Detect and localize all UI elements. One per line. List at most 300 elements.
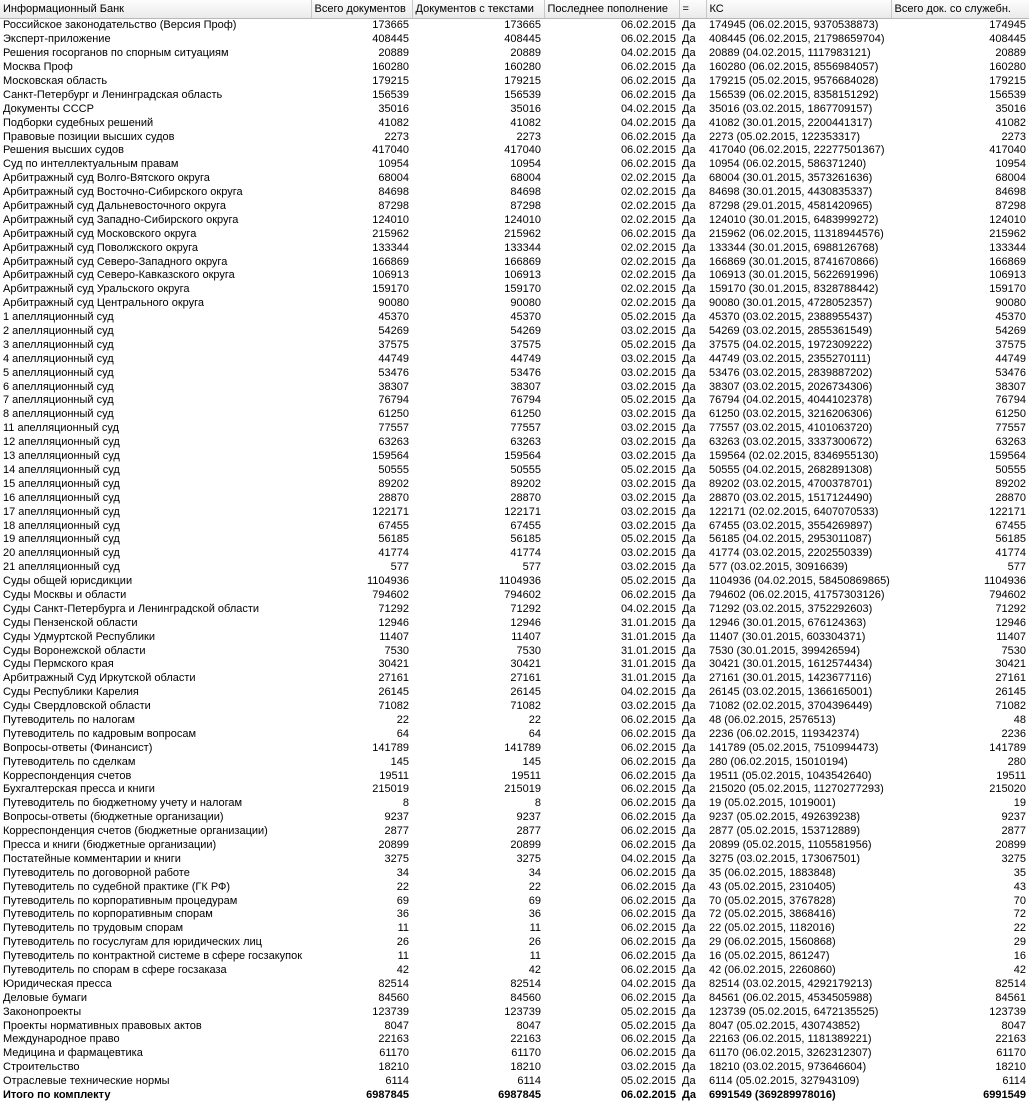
cell-total-with-service: 215962 (989, 227, 1026, 240)
cell-equal: Да (682, 977, 696, 990)
table-row[interactable] (0, 658, 1029, 672)
table-row[interactable] (0, 839, 1029, 853)
table-row[interactable] (0, 922, 1029, 936)
cell-docs-with-texts: 8047 (516, 1019, 541, 1032)
cell-equal: Да (682, 408, 696, 421)
table-row[interactable] (0, 255, 1029, 269)
table-row[interactable] (0, 283, 1029, 297)
cell-total-with-service: 124010 (989, 213, 1026, 226)
table-row[interactable] (0, 880, 1029, 894)
table-row[interactable] (0, 450, 1029, 464)
col-header-total-docs[interactable]: Всего документов (311, 0, 412, 19)
cell-bank-name: Путеводитель по бюджетному учету и налогам (3, 797, 243, 810)
table-row[interactable] (0, 825, 1029, 839)
cell-total-with-service: 12946 (995, 616, 1026, 629)
cell-bank-name: Отраслевые технические нормы (3, 1075, 170, 1088)
cell-docs-with-texts: 10954 (510, 158, 541, 171)
cell-ks: 41774 (03.02.2015, 2202550339) (709, 547, 873, 560)
cell-last-update: 06.02.2015 (620, 1089, 676, 1102)
cell-total-with-service: 26145 (995, 686, 1026, 699)
cell-total-with-service: 44749 (995, 352, 1026, 365)
table-row[interactable] (0, 172, 1029, 186)
cell-total-docs: 159564 (372, 450, 409, 463)
cell-equal: Да (682, 783, 696, 796)
table-row[interactable] (0, 352, 1029, 366)
table-row[interactable] (0, 672, 1029, 686)
cell-bank-name: Российское законодательство (Версия Проф) (3, 19, 237, 32)
cell-equal: Да (682, 713, 696, 726)
cell-docs-with-texts: 71082 (510, 700, 541, 713)
table-row[interactable] (0, 158, 1029, 172)
cell-equal: Да (682, 922, 696, 935)
table-row[interactable] (0, 908, 1029, 922)
cell-bank-name: Корреспонденция счетов (3, 769, 132, 782)
cell-last-update: 06.02.2015 (620, 936, 676, 949)
cell-total-docs: 22 (396, 713, 409, 726)
cell-equal: Да (682, 672, 696, 685)
cell-docs-with-texts: 84698 (510, 186, 541, 199)
cell-bank-name: Суды Республики Карелия (3, 686, 139, 699)
table-row[interactable] (0, 33, 1029, 47)
table-row[interactable] (0, 866, 1029, 880)
cell-docs-with-texts: 45370 (510, 311, 541, 324)
cell-last-update: 06.02.2015 (620, 797, 676, 810)
table-row[interactable] (0, 964, 1029, 978)
cell-bank-name: Суды Москвы и области (3, 588, 127, 601)
cell-docs-with-texts: 20899 (510, 838, 541, 851)
cell-total-with-service: 54269 (995, 325, 1026, 338)
cell-equal: Да (682, 172, 696, 185)
cell-equal: Да (682, 227, 696, 240)
cell-last-update: 06.02.2015 (620, 755, 676, 768)
table-row[interactable] (0, 200, 1029, 214)
table-row[interactable] (0, 1033, 1029, 1047)
table-row[interactable] (0, 394, 1029, 408)
cell-equal: Да (682, 547, 696, 560)
table-row[interactable] (0, 894, 1029, 908)
cell-total-docs: 11 (397, 922, 409, 935)
cell-equal: Да (682, 158, 696, 171)
table-row[interactable] (0, 1019, 1029, 1033)
table-row[interactable] (0, 436, 1029, 450)
cell-bank-name: Проекты нормативных правовых актов (3, 1019, 202, 1032)
cell-equal: Да (682, 700, 696, 713)
cell-ks: 45370 (03.02.2015, 2388955437) (709, 311, 873, 324)
cell-last-update: 03.02.2015 (620, 450, 676, 463)
cell-docs-with-texts: 30421 (510, 658, 541, 671)
col-header-last-update[interactable]: Последнее пополнение (544, 0, 679, 19)
cell-ks: 76794 (04.02.2015, 4044102378) (709, 394, 873, 407)
cell-equal: Да (682, 144, 696, 157)
cell-docs-with-texts: 6987845 (498, 1089, 541, 1102)
cell-bank-name: Арбитражный Суд Иркутской области (3, 672, 196, 685)
cell-bank-name: Постатейные комментарии и книги (3, 852, 181, 865)
cell-bank-name: Путеводитель по судебной практике (ГК РФ) (3, 880, 231, 893)
cell-ks: 61250 (03.02.2015, 3216206306) (709, 408, 873, 421)
cell-last-update: 02.02.2015 (620, 186, 676, 199)
cell-equal: Да (682, 755, 696, 768)
cell-equal: Да (682, 1005, 696, 1018)
table-row[interactable] (0, 102, 1029, 116)
cell-docs-with-texts: 2877 (516, 825, 541, 838)
table-row[interactable] (0, 325, 1029, 339)
table-row[interactable] (0, 61, 1029, 75)
table-row[interactable] (0, 213, 1029, 227)
cell-total-with-service: 22163 (995, 1033, 1026, 1046)
cell-equal: Да (682, 838, 696, 851)
cell-docs-with-texts: 34 (528, 866, 541, 879)
cell-total-docs: 179215 (372, 75, 409, 87)
cell-last-update: 04.02.2015 (620, 686, 676, 699)
table-row[interactable] (0, 755, 1029, 769)
table-row[interactable] (0, 519, 1029, 533)
cell-bank-name: Арбитражный суд Северо-Кавказского округа (3, 269, 235, 282)
cell-ks: 19 (05.02.2015, 1019001) (709, 797, 836, 810)
table-row[interactable] (0, 700, 1029, 714)
cell-bank-name: 14 апелляционный суд (3, 463, 120, 476)
table-row[interactable] (0, 575, 1029, 589)
cell-total-with-service: 179215 (989, 75, 1026, 87)
table-row[interactable] (0, 616, 1029, 630)
cell-equal: Да (682, 311, 696, 324)
cell-docs-with-texts: 22 (528, 880, 541, 893)
cell-total-with-service: 90080 (995, 297, 1026, 310)
cell-ks: 30421 (30.01.2015, 1612574434) (709, 658, 873, 671)
table-row[interactable] (0, 602, 1029, 616)
cell-last-update: 02.02.2015 (620, 283, 676, 296)
cell-last-update: 06.02.2015 (620, 713, 676, 726)
cell-total-with-service: 22 (1013, 922, 1026, 935)
cell-total-with-service: 1104936 (983, 575, 1026, 588)
cell-bank-name: Арбитражный суд Поволжского округа (3, 241, 199, 254)
cell-docs-with-texts: 61170 (511, 1047, 541, 1060)
table-row[interactable] (0, 408, 1029, 422)
cell-total-docs: 2273 (384, 130, 409, 143)
cell-last-update: 03.02.2015 (620, 477, 676, 490)
total-row[interactable] (0, 1089, 1029, 1103)
cell-total-docs: 84698 (378, 186, 409, 199)
cell-docs-with-texts: 20889 (510, 47, 541, 60)
table-row[interactable] (0, 741, 1029, 755)
table-row[interactable] (0, 950, 1029, 964)
cell-equal: Да (682, 894, 696, 907)
table-row[interactable] (0, 297, 1029, 311)
cell-docs-with-texts: 35016 (510, 102, 541, 115)
cell-equal: Да (682, 1047, 696, 1060)
table-row[interactable] (0, 797, 1029, 811)
cell-total-with-service: 280 (1007, 755, 1026, 768)
cell-equal: Да (682, 88, 696, 101)
cell-ks: 408445 (06.02.2015, 21798659704) (709, 33, 885, 46)
cell-equal: Да (682, 908, 696, 921)
cell-docs-with-texts: 11 (529, 950, 541, 963)
cell-total-docs: 20899 (378, 838, 409, 851)
cell-total-with-service: 2236 (1001, 727, 1026, 740)
table-row[interactable] (0, 19, 1029, 33)
col-header-ks[interactable]: КС (706, 0, 891, 19)
cell-bank-name: Путеводитель по трудовым спорам (3, 922, 184, 935)
cell-ks: 179215 (05.02.2015, 9576684028) (709, 75, 879, 87)
cell-total-docs: 160280 (372, 61, 409, 74)
cell-last-update: 06.02.2015 (620, 727, 676, 740)
cell-equal: Да (682, 1089, 696, 1102)
cell-docs-with-texts: 215019 (504, 783, 541, 796)
table-row[interactable] (0, 380, 1029, 394)
table-row[interactable] (0, 727, 1029, 741)
cell-equal: Да (682, 463, 696, 476)
cell-equal: Да (682, 213, 696, 226)
table-row[interactable] (0, 589, 1029, 603)
table-row[interactable] (0, 977, 1029, 991)
cell-bank-name: Корреспонденция счетов (бюджетные организации) (3, 825, 268, 838)
cell-total-with-service: 10954 (995, 158, 1026, 171)
cell-last-update: 06.02.2015 (620, 1033, 676, 1046)
table-row[interactable] (0, 561, 1029, 575)
cell-total-with-service: 70 (1013, 894, 1026, 907)
cell-docs-with-texts: 82514 (510, 977, 541, 990)
table-row[interactable] (0, 1061, 1029, 1075)
cell-ks: 16 (05.02.2015, 861247) (709, 950, 830, 963)
col-header-bank[interactable]: Информационный Банк (0, 0, 311, 19)
table-row[interactable] (0, 311, 1029, 325)
cell-total-docs: 77557 (378, 422, 409, 435)
table-row[interactable] (0, 1047, 1029, 1061)
table-row[interactable] (0, 88, 1029, 102)
cell-total-with-service: 174945 (989, 19, 1026, 32)
cell-total-docs: 11 (397, 950, 409, 963)
cell-docs-with-texts: 37575 (510, 338, 541, 351)
cell-bank-name: 19 апелляционный суд (3, 533, 120, 546)
cell-bank-name: Медицина и фармацевтика (3, 1047, 143, 1060)
cell-total-docs: 63263 (378, 436, 409, 449)
cell-last-update: 06.02.2015 (620, 964, 676, 976)
cell-total-with-service: 122171 (989, 505, 1026, 518)
cell-bank-name: 13 апелляционный суд (3, 450, 120, 463)
cell-docs-with-texts: 90080 (510, 297, 541, 310)
header-row (0, 0, 1029, 19)
cell-equal: Да (682, 47, 696, 60)
cell-total-with-service: 141789 (989, 741, 1026, 754)
cell-equal: Да (682, 102, 696, 115)
cell-total-docs: 123739 (372, 1005, 409, 1018)
cell-equal: Да (682, 811, 696, 824)
cell-bank-name: 7 апелляционный суд (3, 394, 114, 407)
table-row[interactable] (0, 130, 1029, 144)
cell-ks: 122171 (02.02.2015, 6407070533) (709, 505, 879, 518)
cell-total-with-service: 27161 (995, 672, 1026, 685)
cell-bank-name: 3 апелляционный суд (3, 338, 114, 351)
table-row[interactable] (0, 644, 1029, 658)
cell-last-update: 06.02.2015 (620, 130, 676, 143)
cell-ks: 2236 (06.02.2015, 119342374) (709, 727, 860, 740)
cell-last-update: 05.02.2015 (620, 1005, 676, 1018)
cell-bank-name: 4 апелляционный суд (3, 352, 114, 365)
cell-last-update: 06.02.2015 (620, 227, 676, 240)
cell-ks: 26145 (03.02.2015, 1366165001) (709, 686, 873, 699)
cell-ks: 6991549 (369289978016) (709, 1089, 836, 1102)
cell-bank-name: Арбитражный суд Восточно-Сибирского округа (3, 186, 243, 199)
cell-total-with-service: 20899 (995, 838, 1026, 851)
cell-total-docs: 20889 (378, 47, 409, 60)
table-row[interactable] (0, 714, 1029, 728)
cell-total-with-service: 19 (1013, 797, 1026, 810)
cell-bank-name: Итого по комплекту (3, 1089, 111, 1102)
cell-last-update: 31.01.2015 (620, 630, 676, 643)
cell-docs-with-texts: 3275 (516, 852, 541, 865)
table-row[interactable] (0, 477, 1029, 491)
table-row[interactable] (0, 464, 1029, 478)
cell-docs-with-texts: 53476 (510, 366, 541, 379)
cell-ks: 54269 (03.02.2015, 2855361549) (709, 325, 873, 338)
col-header-docs-with-texts[interactable]: Документов с текстами (412, 0, 544, 19)
table-row[interactable] (0, 269, 1029, 283)
cell-equal: Да (682, 1019, 696, 1032)
cell-bank-name: Арбитражный суд Северо-Западного округа (3, 255, 228, 268)
cell-bank-name: Путеводитель по договорной работе (3, 866, 190, 879)
cell-total-docs: 159170 (372, 283, 409, 296)
cell-bank-name: 15 апелляционный суд (3, 477, 120, 490)
cell-total-docs: 54269 (378, 325, 409, 338)
cell-total-with-service: 18210 (995, 1061, 1026, 1074)
cell-ks: 68004 (30.01.2015, 3573261636) (709, 172, 873, 185)
table-row[interactable] (0, 47, 1029, 61)
cell-equal: Да (682, 588, 696, 601)
table-row[interactable] (0, 116, 1029, 130)
cell-docs-with-texts: 166869 (504, 255, 541, 268)
cell-last-update: 03.02.2015 (620, 436, 676, 449)
cell-last-update: 06.02.2015 (620, 922, 676, 935)
cell-bank-name: Путеводитель по спорам в сфере госзаказа (3, 964, 227, 976)
cell-docs-with-texts: 124010 (504, 213, 541, 226)
cell-total-docs: 145 (390, 755, 409, 768)
cell-equal: Да (682, 852, 696, 865)
cell-last-update: 04.02.2015 (620, 977, 676, 990)
cell-last-update: 31.01.2015 (620, 616, 676, 629)
table-row[interactable] (0, 936, 1029, 950)
table-row[interactable] (0, 491, 1029, 505)
cell-bank-name: Арбитражный суд Уральского округа (3, 283, 190, 296)
cell-ks: 133344 (30.01.2015, 6988126768) (709, 241, 879, 254)
cell-last-update: 04.02.2015 (620, 102, 676, 115)
cell-bank-name: 20 апелляционный суд (3, 547, 120, 560)
cell-docs-with-texts: 156539 (504, 88, 541, 101)
cell-docs-with-texts: 26145 (510, 686, 541, 699)
cell-equal: Да (682, 255, 696, 268)
cell-equal: Да (682, 477, 696, 490)
cell-ks: 48 (06.02.2015, 2576513) (709, 713, 836, 726)
cell-bank-name: Пресса и книги (бюджетные организации) (3, 838, 217, 851)
table-row[interactable] (0, 338, 1029, 352)
cell-last-update: 06.02.2015 (620, 880, 676, 893)
cell-docs-with-texts: 28870 (510, 491, 541, 504)
cell-last-update: 05.02.2015 (620, 394, 676, 407)
table-row[interactable] (0, 630, 1029, 644)
cell-total-docs: 71292 (378, 602, 409, 615)
cell-last-update: 03.02.2015 (620, 380, 676, 393)
table-row[interactable] (0, 227, 1029, 241)
table-row[interactable] (0, 686, 1029, 700)
cell-total-docs: 141789 (372, 741, 409, 754)
cell-bank-name: Решения госорганов по спорным ситуациям (3, 47, 229, 60)
cell-ks: 12946 (30.01.2015, 676124363) (709, 616, 867, 629)
cell-total-docs: 37575 (378, 338, 409, 351)
cell-last-update: 03.02.2015 (620, 519, 676, 532)
table-row[interactable] (0, 783, 1029, 797)
cell-ks: 82514 (03.02.2015, 4292179213) (709, 977, 873, 990)
cell-docs-with-texts: 408445 (504, 33, 541, 46)
col-header-total-with-service[interactable]: Всего док. со служебн. (891, 0, 1029, 19)
table-row[interactable] (0, 991, 1029, 1005)
cell-bank-name: Вопросы-ответы (бюджетные организации) (3, 811, 224, 824)
cell-total-docs: 28870 (378, 491, 409, 504)
table-row[interactable] (0, 533, 1029, 547)
cell-total-with-service: 123739 (989, 1005, 1026, 1018)
table-row[interactable] (0, 1075, 1029, 1089)
col-header-equal[interactable]: = (679, 0, 706, 19)
table-row[interactable] (0, 75, 1029, 89)
table-row[interactable] (0, 186, 1029, 200)
cell-last-update: 06.02.2015 (620, 75, 676, 87)
cell-ks: 43 (05.02.2015, 2310405) (709, 880, 836, 893)
cell-total-with-service: 2273 (1001, 130, 1026, 143)
table-row[interactable] (0, 241, 1029, 255)
cell-docs-with-texts: 27161 (510, 672, 541, 685)
cell-bank-name: 5 апелляционный суд (3, 366, 114, 379)
cell-docs-with-texts: 26 (528, 936, 541, 949)
table-row[interactable] (0, 422, 1029, 436)
table-row[interactable] (0, 505, 1029, 519)
cell-total-docs: 173665 (372, 19, 409, 32)
cell-ks: 11407 (30.01.2015, 603304371) (709, 630, 866, 643)
cell-last-update: 06.02.2015 (620, 741, 676, 754)
cell-ks: 794602 (06.02.2015, 41757303126) (709, 588, 885, 601)
cell-docs-with-texts: 159564 (504, 450, 541, 463)
cell-ks: 2877 (05.02.2015, 153712889) (709, 825, 861, 838)
cell-ks: 20889 (04.02.2015, 1117983121) (709, 47, 871, 60)
cell-docs-with-texts: 133344 (504, 241, 541, 254)
table-row[interactable] (0, 769, 1029, 783)
cell-total-docs: 156539 (372, 88, 409, 101)
cell-equal: Да (682, 519, 696, 532)
cell-ks: 67455 (03.02.2015, 3554269897) (709, 519, 873, 532)
cell-total-with-service: 87298 (995, 200, 1026, 213)
table-row[interactable] (0, 1005, 1029, 1019)
cell-total-with-service: 29 (1013, 936, 1026, 949)
cell-equal: Да (682, 686, 696, 699)
cell-bank-name: Арбитражный суд Дальневосточного округа (3, 200, 227, 213)
cell-equal: Да (682, 450, 696, 463)
cell-total-with-service: 43 (1013, 880, 1026, 893)
cell-total-with-service: 156539 (989, 88, 1026, 101)
table-row[interactable] (0, 811, 1029, 825)
cell-total-docs: 68004 (378, 172, 409, 185)
cell-total-docs: 71082 (378, 700, 409, 713)
table-row[interactable] (0, 547, 1029, 561)
cell-last-update: 05.02.2015 (620, 533, 676, 546)
table-row[interactable] (0, 366, 1029, 380)
cell-total-docs: 27161 (378, 672, 409, 685)
table-row[interactable] (0, 144, 1029, 158)
cell-bank-name: Арбитражный суд Центрального округа (3, 297, 205, 310)
cell-last-update: 03.02.2015 (620, 561, 676, 574)
cell-last-update: 04.02.2015 (620, 116, 676, 129)
cell-total-docs: 2877 (384, 825, 409, 838)
cell-last-update: 03.02.2015 (620, 700, 676, 713)
table-row[interactable] (0, 852, 1029, 866)
cell-equal: Да (682, 727, 696, 740)
cell-docs-with-texts: 215962 (504, 227, 541, 240)
cell-total-docs: 53476 (378, 366, 409, 379)
